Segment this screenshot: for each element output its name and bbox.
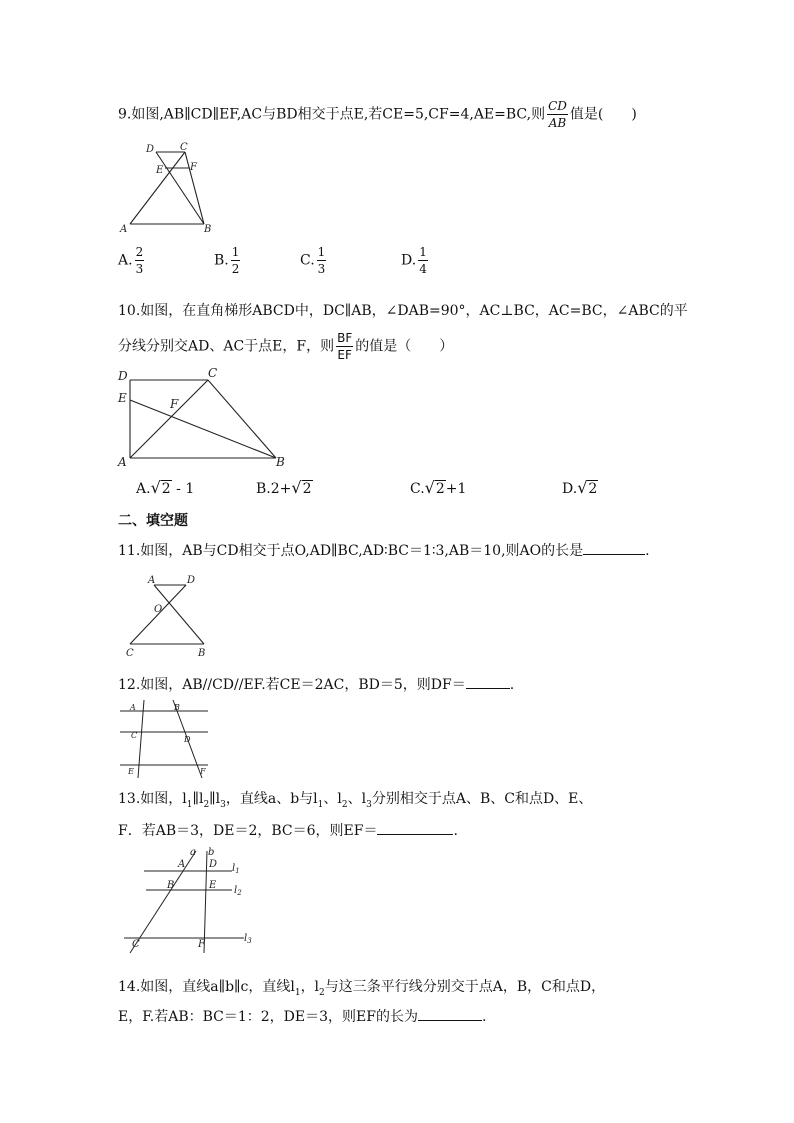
q13-label-b-line: b (208, 847, 215, 858)
q9-label-a: A (120, 224, 128, 235)
q11-label-b: B (198, 648, 206, 659)
q13-line2: F．若AB＝3，DE＝2，BC＝6，则EF＝ . (118, 820, 458, 840)
q10-line2: 分线分别交AD、AC于点E，F，则 $\frac{BF}{EF}$ 的值是（ ） (118, 331, 454, 362)
q13-answer-blank[interactable] (377, 820, 453, 835)
q12-label-a: A (130, 703, 136, 712)
q9-option-a[interactable]: A. $\frac{2}{3}$ (118, 245, 144, 276)
q14-answer-blank[interactable] (418, 1006, 482, 1021)
q10-label-e: E (118, 391, 127, 405)
q11-label-d: D (187, 575, 196, 586)
q12-label-e: E (128, 767, 134, 776)
q10-label-b: B (276, 455, 285, 469)
q12-answer-blank[interactable] (466, 674, 510, 689)
q9-label-e: E (156, 165, 164, 176)
q14-line2: E，F.若AB：BC＝1：2，DE＝3，则EF的长为 . (118, 1006, 486, 1026)
q9-figure (118, 140, 218, 240)
q13-label-l3: $l_3$ (244, 933, 252, 945)
q10-figure (112, 362, 292, 470)
q10-option-d[interactable]: D.√2 (562, 478, 598, 497)
q13-label-F: F (198, 939, 205, 950)
q13-label-C: C (132, 939, 140, 950)
q13-label-a-line: a (190, 847, 196, 858)
q12-stem: 12.如图，AB//CD//EF.若CE＝2AC，BD＝5，则DF＝ . (118, 674, 514, 694)
q11-label-a: A (148, 575, 156, 586)
q9-frac-den: AB (548, 116, 567, 130)
q10-label-d: D (118, 369, 128, 383)
q10-option-a[interactable]: A.√2 - 1 (136, 478, 195, 497)
q12-label-f: F (200, 767, 206, 776)
q11-label-c: C (126, 648, 134, 659)
q9-option-b[interactable]: B. $\frac{1}{2}$ (214, 245, 240, 276)
q11-stem: 11.如图，AB与CD相交于点O,AD∥BC,AD∶BC＝1∶3,AB＝10,则AO的长是 . (118, 540, 650, 560)
q10-label-f: F (170, 397, 179, 411)
q10-label-c: C (208, 366, 218, 380)
q9-fraction (547, 100, 568, 129)
q11-label-o: O (154, 604, 163, 615)
section-title-fill-blank: 二、填空题 (118, 513, 188, 529)
q9-stem (118, 100, 637, 129)
q12-label-c: C (131, 731, 138, 740)
q12-label-b: B (174, 703, 180, 712)
q13-label-E: E (209, 880, 217, 891)
q10-label-a: A (118, 455, 127, 469)
q12-figure (116, 698, 216, 780)
q9-option-c[interactable]: C. $\frac{1}{3}$ (300, 245, 326, 276)
q9-label-f: F (190, 162, 197, 173)
q13-label-D: D (209, 859, 218, 870)
q9-label-c: C (180, 142, 188, 153)
q13-label-l1: $l_1$ (232, 863, 240, 875)
q13-line1: 13.如图，$l_1\parallel l_2\parallel l_3$，直线a、b与$l_1$、$l_2$、$l_3$分别相交于点A、B、C和点D、E、 (118, 791, 593, 810)
q9-text: 9.如图,AB∥CD∥EF,AC与BD相交于点E,若CE=5,CF=4,AE=BC,则 (118, 106, 546, 123)
q13-figure (120, 845, 260, 957)
q10-option-c[interactable]: C.√2+1 (410, 478, 467, 497)
q13-label-l2: $l_2$ (234, 885, 242, 897)
q13-label-B: B (167, 880, 175, 891)
q10-option-b[interactable]: B.2+√2 (256, 478, 312, 497)
q9-label-b: B (204, 224, 212, 235)
q14-line1: 14.如图，直线a∥b∥c，直线$l_1$，$l_2$与这三条平行线分别交于点A，B，C和点D， (118, 979, 606, 998)
q11-answer-blank[interactable] (583, 540, 645, 555)
q13-label-A: A (178, 859, 186, 870)
q11-figure (120, 572, 220, 660)
q9-label-d: D (146, 144, 155, 155)
q9-tail: 值是( ) (569, 106, 637, 123)
q12-label-d: D (184, 735, 191, 744)
q9-frac-num: CD (548, 99, 567, 113)
q10-line1: 10.如图，在直角梯形ABCD中，DC∥AB，∠DAB=90°，AC⊥BC，AC=BC，∠ABC的平 (118, 303, 688, 319)
q10-fraction: $\frac{BF}{EF}$ (337, 331, 353, 362)
q9-option-d[interactable]: D. $\frac{1}{4}$ (401, 245, 427, 276)
